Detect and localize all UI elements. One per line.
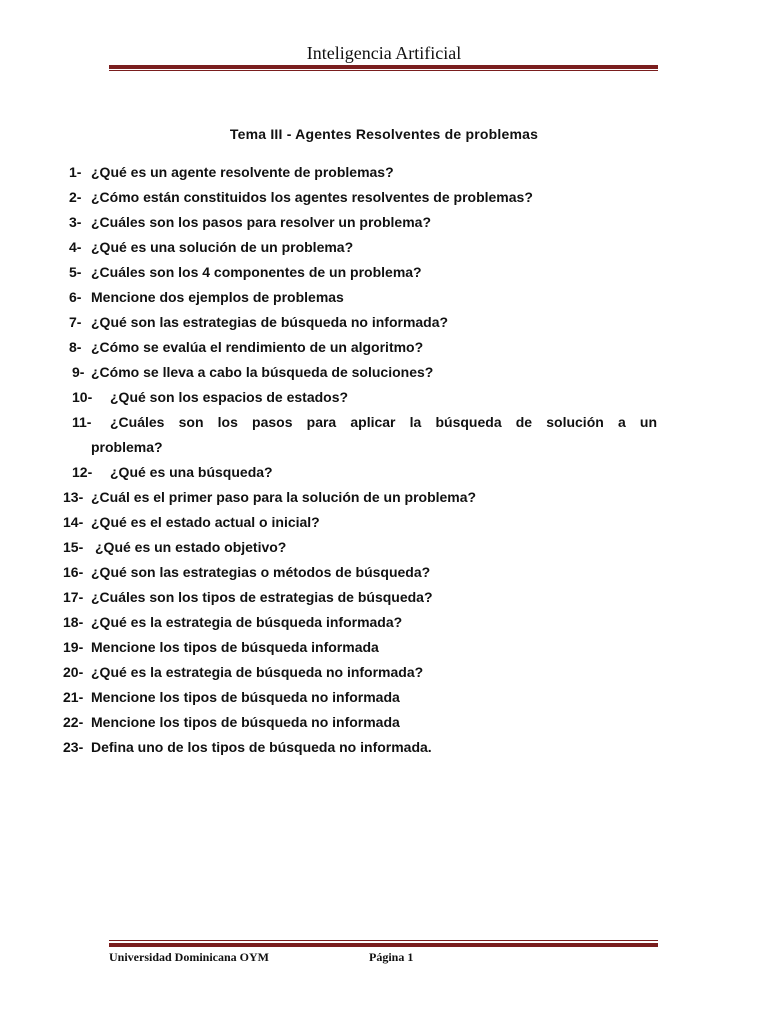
question-text: ¿Cómo están constituidos los agentes resolventes de problemas? bbox=[91, 189, 533, 205]
question-number: 7- bbox=[69, 314, 82, 330]
question-number: 16- bbox=[63, 564, 84, 580]
question-item bbox=[0, 235, 768, 260]
question-item bbox=[0, 585, 768, 610]
question-text: Mencione los tipos de búsqueda informada bbox=[91, 639, 379, 655]
header-rule-thin bbox=[109, 70, 658, 71]
document-heading: Tema III - Agentes Resolventes de problemas bbox=[229, 126, 539, 142]
question-number: 21- bbox=[63, 689, 84, 705]
question-text: ¿Cuáles son los 4 componentes de un problema? bbox=[91, 264, 422, 280]
question-item bbox=[0, 660, 768, 685]
question-text: Mencione los tipos de búsqueda no informada bbox=[91, 714, 400, 730]
question-item bbox=[0, 410, 768, 460]
question-text: Mencione dos ejemplos de problemas bbox=[91, 289, 344, 305]
question-text: ¿Cuáles son los pasos para aplicar la búsqueda de solución a un bbox=[110, 414, 657, 430]
question-number: 5- bbox=[69, 264, 82, 280]
question-text: ¿Qué es una búsqueda? bbox=[110, 464, 273, 480]
question-number: 11- bbox=[72, 414, 92, 430]
question-item bbox=[0, 635, 768, 660]
question-number: 10- bbox=[72, 389, 93, 405]
question-item bbox=[0, 510, 768, 535]
question-number: 17- bbox=[63, 589, 84, 605]
question-item bbox=[0, 485, 768, 510]
question-number: 13- bbox=[63, 489, 84, 505]
question-number: 20- bbox=[63, 664, 84, 680]
question-item bbox=[0, 335, 768, 360]
question-item bbox=[0, 310, 768, 335]
question-text-continuation: problema? bbox=[91, 439, 163, 455]
question-text: ¿Cuál es el primer paso para la solución de un problema? bbox=[91, 489, 477, 505]
question-text: ¿Cuáles son los tipos de estrategias de búsqueda? bbox=[91, 589, 433, 605]
question-item bbox=[0, 610, 768, 635]
question-number: 2- bbox=[69, 189, 82, 205]
question-text: ¿Cuáles son los pasos para resolver un problema? bbox=[91, 214, 431, 230]
question-number: 9- bbox=[72, 364, 85, 380]
footer-page-number: Página 1 bbox=[369, 950, 414, 964]
question-item bbox=[0, 560, 768, 585]
question-number: 4- bbox=[69, 239, 82, 255]
header-rule-thick bbox=[109, 65, 658, 69]
question-text: Mencione los tipos de búsqueda no informada bbox=[91, 689, 400, 705]
footer-institution: Universidad Dominicana OYM bbox=[109, 950, 270, 964]
question-text: ¿Qué es un estado objetivo? bbox=[95, 539, 287, 555]
footer-rule-thick bbox=[109, 943, 658, 947]
question-item bbox=[0, 360, 768, 385]
question-text: ¿Qué es un agente resolvente de problemas? bbox=[91, 164, 394, 180]
question-item bbox=[0, 710, 768, 735]
question-number: 8- bbox=[69, 339, 82, 355]
question-text: ¿Qué es la estrategia de búsqueda informada? bbox=[91, 614, 403, 630]
question-number: 23- bbox=[63, 739, 84, 755]
question-number: 12- bbox=[72, 464, 93, 480]
question-number: 22- bbox=[63, 714, 84, 730]
question-number: 3- bbox=[69, 214, 82, 230]
question-number: 1- bbox=[69, 164, 82, 180]
question-text: ¿Qué son las estrategias o métodos de búsqueda? bbox=[91, 564, 431, 580]
question-item bbox=[0, 210, 768, 235]
question-item bbox=[0, 460, 768, 485]
question-number: 14- bbox=[63, 514, 84, 530]
question-text: ¿Qué son los espacios de estados? bbox=[110, 389, 349, 405]
question-item bbox=[0, 685, 768, 710]
question-item bbox=[0, 285, 768, 310]
question-number: 19- bbox=[63, 639, 84, 655]
header-title: Inteligencia Artificial bbox=[306, 43, 462, 63]
question-text: Defina uno de los tipos de búsqueda no informada. bbox=[91, 739, 432, 755]
question-item bbox=[0, 160, 768, 185]
question-text: ¿Qué es una solución de un problema? bbox=[91, 239, 354, 255]
question-text: ¿Qué es la estrategia de búsqueda no informada? bbox=[91, 664, 424, 680]
question-number: 18- bbox=[63, 614, 84, 630]
question-text: ¿Cómo se evalúa el rendimiento de un algoritmo? bbox=[91, 339, 424, 355]
footer-rule-thin bbox=[109, 940, 658, 941]
question-text: ¿Qué es el estado actual o inicial? bbox=[91, 514, 320, 530]
question-text: ¿Cómo se lleva a cabo la búsqueda de soluciones? bbox=[91, 364, 434, 380]
question-item bbox=[0, 185, 768, 210]
question-item bbox=[0, 385, 768, 410]
question-item bbox=[0, 735, 768, 760]
question-item bbox=[0, 535, 768, 560]
question-item bbox=[0, 260, 768, 285]
question-number: 15- bbox=[63, 539, 84, 555]
question-text: ¿Qué son las estrategias de búsqueda no informada? bbox=[91, 314, 449, 330]
question-number: 6- bbox=[69, 289, 82, 305]
